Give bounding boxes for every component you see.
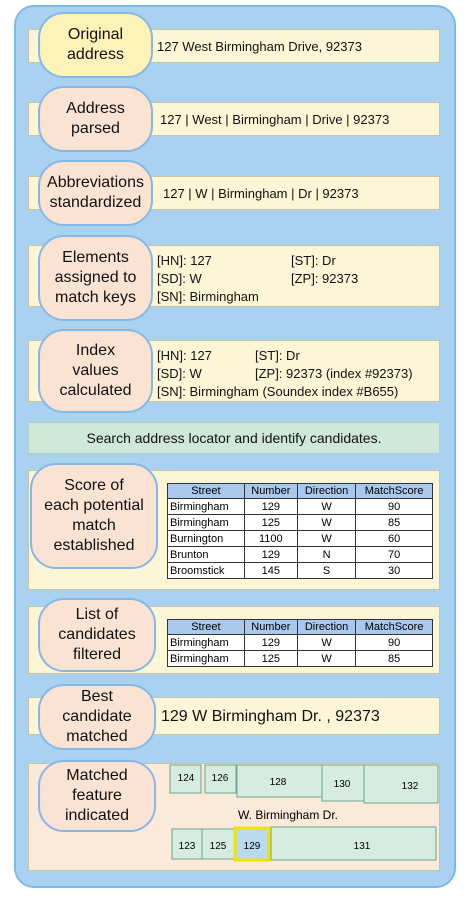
- score-cell: 1100: [244, 531, 297, 547]
- score-label: Score of each potential match established: [30, 463, 158, 569]
- index-st: [ST]: Dr: [255, 348, 300, 363]
- best-candidate-value: 129 W Birmingham Dr. , 92373: [161, 708, 380, 725]
- match-keys-label: Elements assigned to match keys: [38, 235, 153, 321]
- score-cell: 60: [356, 531, 433, 547]
- index-sn: [SN]: Birmingham (Soundex index #B655): [157, 384, 399, 399]
- score-cell: N: [297, 547, 355, 563]
- score-header-matchscore: MatchScore: [356, 484, 433, 499]
- street-name: W. Birmingham Dr.: [237, 808, 339, 822]
- table-row: [168, 499, 433, 515]
- score-cell: Birmingham: [168, 499, 245, 515]
- score-cell: 145: [244, 563, 297, 579]
- filtered-cell: 90: [356, 635, 433, 651]
- original-address-value: 127 West Birmingham Drive, 92373: [157, 39, 362, 54]
- score-cell: 90: [356, 499, 433, 515]
- parcel-label-128: 128: [269, 777, 287, 788]
- match-key-st: [ST]: Dr: [291, 253, 336, 268]
- index-zp: [ZP]: 92373 (index #92373): [255, 366, 413, 381]
- filtered-cell: Birmingham: [168, 651, 245, 667]
- score-cell: 129: [244, 547, 297, 563]
- filtered-cell: 125: [244, 651, 297, 667]
- parcel-label-124: 124: [177, 773, 195, 784]
- filtered-header-number: Number: [244, 620, 297, 635]
- score-header-street: Street: [168, 484, 245, 499]
- score-table: [167, 483, 433, 579]
- filtered-cell: W: [297, 651, 355, 667]
- score-cell: Burnington: [168, 531, 245, 547]
- original-address-label: Original address: [38, 12, 153, 78]
- match-key-zp: [ZP]: 92373: [291, 271, 359, 286]
- table-row: [168, 515, 433, 531]
- filtered-cell: W: [297, 635, 355, 651]
- filtered-header-matchscore: MatchScore: [356, 620, 433, 635]
- score-cell: W: [297, 515, 355, 531]
- filtered-label: List of candidates filtered: [38, 598, 156, 672]
- parcel-label-129: 129: [243, 841, 261, 852]
- address-parsed-label: Address parsed: [38, 86, 153, 152]
- filtered-cell: Birmingham: [168, 635, 245, 651]
- score-cell: Broomstick: [168, 563, 245, 579]
- score-cell: 70: [356, 547, 433, 563]
- parcel-label-130: 130: [333, 779, 351, 790]
- score-cell: S: [297, 563, 355, 579]
- filtered-header-direction: Direction: [297, 620, 355, 635]
- search-locator-banner: Search address locator and identify candidates.: [28, 422, 440, 454]
- parcel-label-125: 125: [209, 841, 227, 852]
- abbreviations-value: 127 | W | Birmingham | Dr | 92373: [163, 186, 359, 201]
- filtered-cell: 129: [244, 635, 297, 651]
- match-key-hn: [HN]: 127: [157, 253, 212, 268]
- index-sd: [SD]: W: [157, 366, 202, 381]
- score-cell: 129: [244, 499, 297, 515]
- table-row: [168, 547, 433, 563]
- score-cell: 85: [356, 515, 433, 531]
- parcel-label-132: 132: [401, 781, 419, 792]
- table-row: [168, 651, 433, 667]
- parcel-label-126: 126: [211, 773, 229, 784]
- matched-feature-label: Matched feature indicated: [38, 760, 156, 832]
- score-cell: Brunton: [168, 547, 245, 563]
- address-parsed-value: 127 | West | Birmingham | Drive | 92373: [160, 112, 390, 127]
- table-row: [168, 635, 433, 651]
- filtered-cell: 85: [356, 651, 433, 667]
- score-cell: 30: [356, 563, 433, 579]
- table-row: [168, 563, 433, 579]
- filtered-header-street: Street: [168, 620, 245, 635]
- parcel-map: [150, 763, 440, 871]
- abbreviations-label: Abbreviations standardized: [38, 160, 153, 226]
- index-values-label: Index values calculated: [38, 329, 153, 413]
- filtered-table: [167, 619, 433, 667]
- parcel-label-131: 131: [353, 841, 371, 852]
- match-key-sd: [SD]: W: [157, 271, 202, 286]
- score-header-number: Number: [244, 484, 297, 499]
- match-key-sn: [SN]: Birmingham: [157, 289, 259, 304]
- index-hn: [HN]: 127: [157, 348, 212, 363]
- score-header-direction: Direction: [297, 484, 355, 499]
- score-cell: W: [297, 499, 355, 515]
- score-cell: 125: [244, 515, 297, 531]
- best-candidate-label: Best candidate matched: [38, 684, 156, 750]
- table-row: [168, 531, 433, 547]
- parcel-label-123: 123: [178, 841, 196, 852]
- score-cell: Birmingham: [168, 515, 245, 531]
- score-cell: W: [297, 531, 355, 547]
